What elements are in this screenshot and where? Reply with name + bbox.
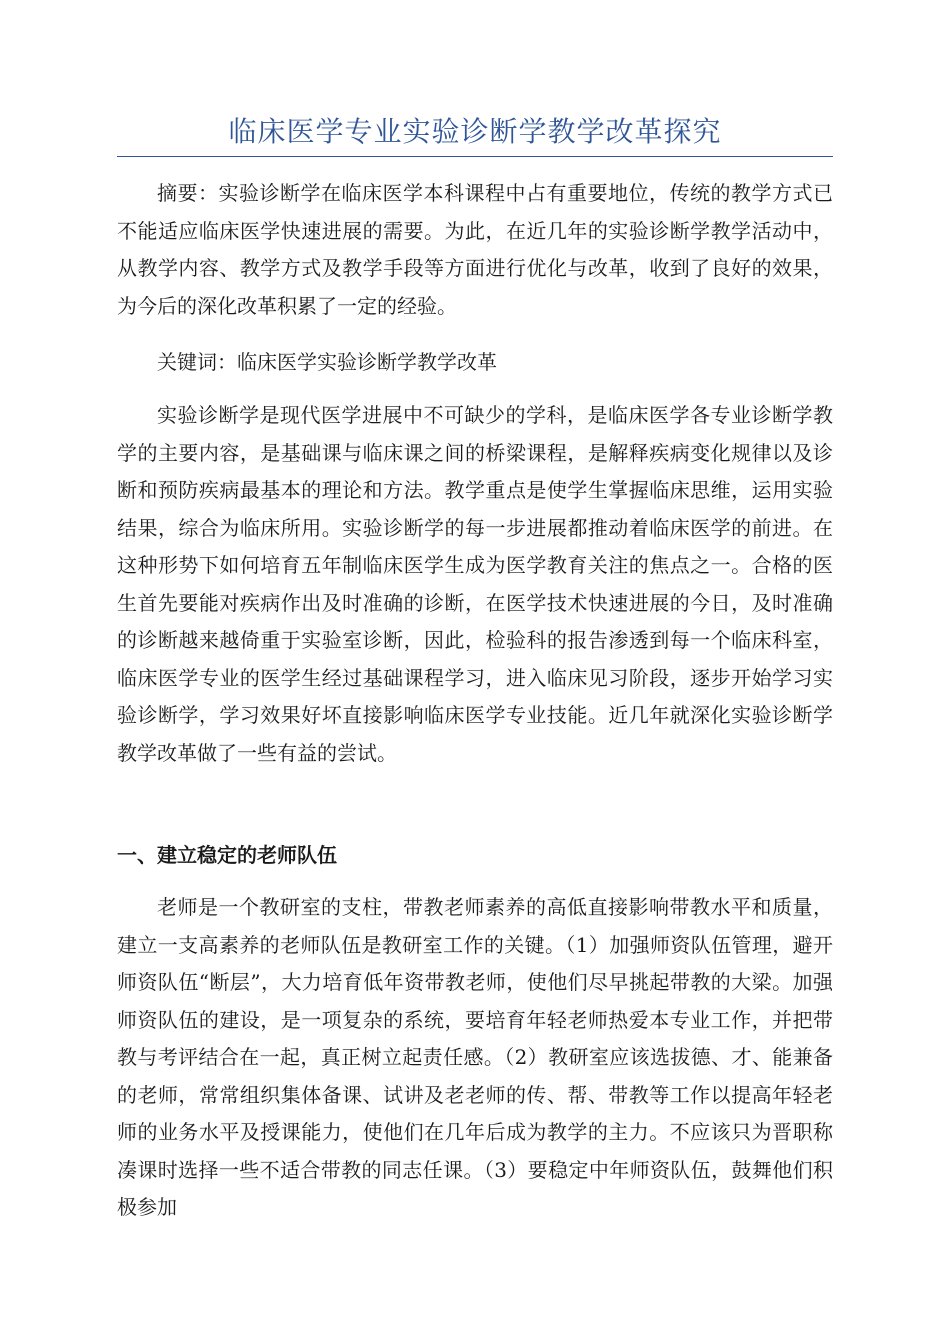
document-title: 临床医学专业实验诊断学教学改革探究: [228, 115, 722, 148]
abstract-paragraph: 摘要：实验诊断学在临床医学本科课程中占有重要地位，传统的教学方式已不能适应临床医学快速进展的需要。为此，在近几年的实验诊断学教学活动中，从教学内容、教学方式及教学手段等方面进行优化与改革，收到了良好的效果，为今后的深化改革积累了一定的经验。: [117, 181, 833, 318]
intro-paragraph: 实验诊断学是现代医学进展中不可缺少的学科，是临床医学各专业诊断学教学的主要内容，是基础课与临床课之间的桥梁课程，是解释疾病变化规律以及诊断和预防疾病最基本的理论和方法。教学重点是使学生掌握临床思维，运用实验结果，综合为临床所用。实验诊断学的每一步进展都推动着临床医学的前进。在这种形势下如何培育五年制临床医学生成为医学教育关注的焦点之一。合格的医生首先要能对疾病作出及时准确的诊断，在医学技术快速进展的今日，及时准确的诊断越来越倚重于实验室诊断，因此，检验科的报告渗透到每一个临床科室，临床医学专业的医学生经过基础课程学习，进入临床见习阶段，逐步开始学习实验诊断学，学习效果好坏直接影响临床医学专业技能。近几年就深化实验诊断学教学改革做了一些有益的尝试。: [117, 403, 833, 765]
section-body-paragraph: 老师是一个教研室的支柱，带教老师素养的高低直接影响带教水平和质量，建立一支高素养的老师队伍是教研室工作的关键。（1）加强师资队伍管理，避开师资队伍“断层”，大力培育低年资带教老师，使他们尽早挑起带教的大梁。加强师资队伍的建设，是一项复杂的系统，要培育年轻老师热爱本专业工作，并把带教与考评结合在一起，真正树立起责任感。（2）教研室应该选拔德、才、能兼备的老师，常常组织集体备课、试讲及老老师的传、帮、带教等工作以提高年轻老师的业务水平及授课能力，使他们在几年后成为教学的主力。不应该只为晋职称凑课时选择一些不适合带教的同志任课。（3）要稳定中年师资队伍，鼓舞他们积极参加: [117, 895, 833, 1219]
section-heading: 一、建立稳定的老师队伍: [117, 843, 337, 867]
title-block: [117, 112, 833, 157]
keywords-paragraph: 关键词：临床医学实验诊断学教学改革: [157, 350, 497, 374]
